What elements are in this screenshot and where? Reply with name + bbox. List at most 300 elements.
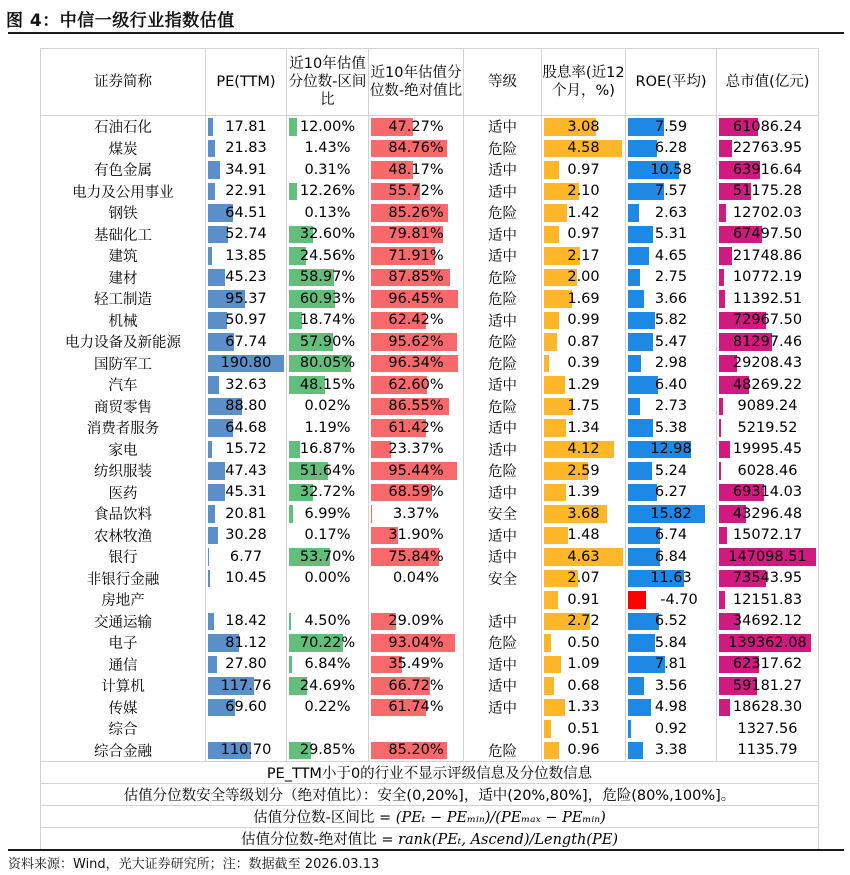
market-cap-cell-text: 15072.17 <box>732 527 803 544</box>
pe-cell <box>206 245 287 267</box>
roe-cell-text: 6.28 <box>654 140 688 157</box>
abs-percentile-cell-text: 47.27% <box>388 118 444 135</box>
market-cap-cell <box>717 589 819 611</box>
header-pe: PE(TTM) <box>206 49 287 116</box>
market-cap-cell <box>717 697 819 719</box>
abs-percentile-cell-text: 68.59% <box>388 484 444 501</box>
grade-cell-text: 适中 <box>488 550 517 567</box>
grade-cell-text: 危险 <box>488 636 517 653</box>
market-cap-cell <box>717 546 819 568</box>
range-percentile-cell-text: 12.00% <box>299 118 356 135</box>
market-cap-cell <box>717 353 819 375</box>
grade-cell <box>464 697 542 719</box>
abs-percentile-cell <box>369 546 464 568</box>
pe-cell-text: 10.45 <box>225 570 267 587</box>
market-cap-cell-text: 12702.03 <box>732 204 803 221</box>
data-bar <box>544 591 558 609</box>
pe-cell <box>206 202 287 224</box>
grade-cell-text: 危险 <box>488 399 517 416</box>
industry-name-text: 电子 <box>108 636 138 653</box>
dividend-cell <box>542 417 626 439</box>
roe-cell <box>626 568 717 590</box>
data-bar <box>544 699 565 717</box>
market-cap-cell-text: 48269.22 <box>732 376 803 393</box>
range-percentile-cell-text: 0.13% <box>304 204 351 221</box>
data-bar <box>208 484 225 502</box>
pe-cell-text: 50.97 <box>225 312 267 329</box>
market-cap-cell <box>717 181 819 203</box>
pe-cell <box>206 374 287 396</box>
header-abs-percentile: 近10年估值分位数-绝对值比 <box>369 49 464 116</box>
top-rule <box>8 32 844 34</box>
pe-cell-text: 13.85 <box>225 247 267 264</box>
range-percentile-cell-text: 80.05% <box>299 355 356 372</box>
range-percentile-cell <box>287 525 369 547</box>
market-cap-cell-text: 5219.52 <box>737 419 798 436</box>
abs-percentile-cell-text: 23.37% <box>388 441 444 458</box>
grade-cell <box>464 181 542 203</box>
dividend-cell <box>542 740 626 762</box>
roe-cell <box>626 245 717 267</box>
pe-cell <box>206 353 287 375</box>
abs-percentile-cell <box>369 353 464 375</box>
abs-percentile-cell <box>369 245 464 267</box>
note-range-formula <box>41 806 819 828</box>
roe-cell-text: 2.63 <box>654 204 688 221</box>
table-row <box>41 116 819 138</box>
grade-cell <box>464 611 542 633</box>
range-percentile-cell-text: 12.26% <box>299 183 356 200</box>
header-grade: 等级 <box>464 49 542 116</box>
dividend-cell-text: 3.08 <box>567 118 600 135</box>
pe-cell-text: 52.74 <box>225 226 267 243</box>
dividend-cell-text: 1.34 <box>567 419 600 436</box>
data-bar <box>628 355 641 373</box>
table-row <box>41 267 819 289</box>
pe-cell-text: 110.70 <box>220 742 272 759</box>
pe-cell-text: 117.76 <box>220 677 272 694</box>
range-percentile-cell <box>287 310 369 332</box>
dividend-cell-text: 1.29 <box>567 376 600 393</box>
table-row <box>41 396 819 418</box>
pe-cell <box>206 718 287 740</box>
roe-cell-text: 11.63 <box>650 570 692 587</box>
pe-cell-text: 88.80 <box>225 398 267 415</box>
industry-name-text: 农林牧渔 <box>94 528 152 545</box>
data-bar <box>208 161 220 179</box>
abs-percentile-cell-text: 79.81% <box>388 226 444 243</box>
industry-name-text: 建材 <box>108 270 138 287</box>
pe-cell <box>206 331 287 353</box>
dividend-cell <box>542 482 626 504</box>
pe-cell-text: 17.81 <box>225 118 267 135</box>
pe-cell <box>206 439 287 461</box>
figure-title: 图 4：中信一级行业指数估值 <box>6 11 235 31</box>
data-bar <box>719 527 727 545</box>
range-percentile-cell <box>287 589 369 611</box>
roe-cell-text: 0.92 <box>654 720 688 737</box>
abs-percentile-cell <box>369 396 464 418</box>
roe-cell-text: 10.58 <box>650 161 692 178</box>
grade-cell <box>464 353 542 375</box>
data-bar <box>371 505 372 523</box>
range-percentile-cell <box>287 245 369 267</box>
grade-cell <box>464 503 542 525</box>
roe-cell <box>626 718 717 740</box>
abs-percentile-cell <box>369 417 464 439</box>
data-bar <box>208 613 214 631</box>
roe-cell-text: 5.31 <box>654 226 688 243</box>
market-cap-cell <box>717 138 819 160</box>
roe-cell-text: 12.98 <box>650 441 692 458</box>
roe-cell-text: 6.84 <box>654 548 688 565</box>
data-bar <box>208 505 215 523</box>
pe-cell-text: 190.80 <box>220 355 272 372</box>
industry-name-text: 食品饮料 <box>94 507 152 524</box>
market-cap-cell <box>717 396 819 418</box>
industry-name <box>41 546 206 568</box>
grade-cell <box>464 460 542 482</box>
roe-cell-text: 3.38 <box>654 742 688 759</box>
pe-cell-text: 64.51 <box>225 204 267 221</box>
industry-name-text: 家电 <box>108 442 138 459</box>
pe-cell <box>206 525 287 547</box>
market-cap-cell-text: 21748.86 <box>732 247 803 264</box>
range-percentile-cell-text: 0.31% <box>304 161 351 178</box>
grade-cell <box>464 740 542 762</box>
range-percentile-cell-text: 6.99% <box>304 505 351 522</box>
abs-percentile-cell <box>369 439 464 461</box>
dividend-cell <box>542 116 626 138</box>
range-percentile-cell-text: 51.64% <box>299 462 356 479</box>
abs-percentile-cell-text: 66.72% <box>388 677 444 694</box>
dividend-cell-text: 3.68 <box>567 505 600 522</box>
range-percentile-cell <box>287 224 369 246</box>
header-range-percentile: 近10年估值分位数-区间比 <box>287 49 369 116</box>
data-bar <box>544 634 551 652</box>
roe-cell-text: 6.27 <box>654 484 688 501</box>
dividend-cell <box>542 675 626 697</box>
industry-name <box>41 525 206 547</box>
roe-cell <box>626 267 717 289</box>
range-percentile-cell-text: 0.17% <box>304 527 351 544</box>
table-row <box>41 654 819 676</box>
industry-name-text: 钢铁 <box>108 206 138 223</box>
industry-name <box>41 718 206 740</box>
dividend-cell-text: 1.69 <box>567 290 600 307</box>
market-cap-cell <box>717 718 819 740</box>
abs-percentile-cell <box>369 632 464 654</box>
roe-cell <box>626 525 717 547</box>
grade-cell <box>464 396 542 418</box>
data-bar <box>289 118 297 136</box>
pe-cell-text: 30.28 <box>225 527 267 544</box>
market-cap-cell-text: 1135.79 <box>737 742 798 759</box>
roe-cell <box>626 439 717 461</box>
dividend-cell <box>542 460 626 482</box>
data-bar <box>208 656 217 674</box>
range-percentile-cell-text: 0.00% <box>304 570 351 587</box>
abs-percentile-cell <box>369 740 464 762</box>
dividend-cell <box>542 310 626 332</box>
market-cap-cell <box>717 116 819 138</box>
industry-name <box>41 675 206 697</box>
data-bar <box>544 419 566 437</box>
roe-cell-text: 6.74 <box>654 527 688 544</box>
abs-percentile-cell-text: 84.76% <box>388 140 444 157</box>
market-cap-cell <box>717 740 819 762</box>
range-percentile-cell <box>287 460 369 482</box>
roe-cell <box>626 159 717 181</box>
market-cap-cell-text: 62317.62 <box>732 656 803 673</box>
industry-name <box>41 417 206 439</box>
market-cap-cell-text: 147098.51 <box>728 548 807 565</box>
pe-cell-text: 47.43 <box>225 462 267 479</box>
range-percentile-cell <box>287 116 369 138</box>
grade-cell-text: 适中 <box>488 120 517 137</box>
industry-name-text: 通信 <box>108 657 138 674</box>
industry-name <box>41 202 206 224</box>
range-percentile-cell <box>287 138 369 160</box>
header-dividend: 股息率(近12个月，%) <box>542 49 626 116</box>
grade-cell <box>464 310 542 332</box>
pe-cell-text: 81.12 <box>225 634 267 651</box>
dividend-cell <box>542 546 626 568</box>
market-cap-cell-text: 73543.95 <box>732 570 803 587</box>
grade-cell-text: 适中 <box>488 227 517 244</box>
abs-percentile-cell <box>369 525 464 547</box>
table-row <box>41 310 819 332</box>
dividend-cell-text: 1.09 <box>567 656 600 673</box>
table-row <box>41 159 819 181</box>
data-bar <box>628 312 655 330</box>
grade-cell-text: 安全 <box>488 571 517 588</box>
roe-cell <box>626 697 717 719</box>
range-percentile-cell <box>287 482 369 504</box>
industry-name-text: 房地产 <box>101 593 145 610</box>
header-row <box>41 49 819 116</box>
range-percentile-cell-text: 18.74% <box>299 312 356 329</box>
table-row <box>41 568 819 590</box>
industry-name <box>41 116 206 138</box>
table-row <box>41 138 819 160</box>
abs-percentile-cell-text: 86.55% <box>388 398 444 415</box>
grade-cell-text: 适中 <box>488 313 517 330</box>
data-bar <box>628 591 646 609</box>
data-bar <box>208 376 219 394</box>
dividend-cell <box>542 202 626 224</box>
data-bar <box>628 484 657 502</box>
abs-percentile-cell-text: 62.42% <box>388 312 444 329</box>
market-cap-cell <box>717 525 819 547</box>
data-bar <box>719 441 730 459</box>
data-bar <box>719 204 726 222</box>
abs-percentile-cell <box>369 675 464 697</box>
dividend-cell-text: 0.39 <box>567 355 600 372</box>
range-percentile-cell-text: 0.22% <box>304 699 351 716</box>
range-percentile-cell <box>287 331 369 353</box>
abs-percentile-cell <box>369 503 464 525</box>
market-cap-cell <box>717 632 819 654</box>
industry-name <box>41 331 206 353</box>
grade-cell-text: 适中 <box>488 485 517 502</box>
roe-cell-text: 5.24 <box>654 462 688 479</box>
dividend-cell-text: 0.50 <box>567 634 600 651</box>
roe-cell <box>626 116 717 138</box>
abs-percentile-cell <box>369 224 464 246</box>
grade-cell-text: 危险 <box>488 292 517 309</box>
data-bar <box>544 742 559 760</box>
note-range-expression: (PEₜ − PEₘᵢₙ)/(PEₘₐₓ − PEₘᵢₙ) <box>395 810 606 826</box>
industry-name <box>41 568 206 590</box>
market-cap-cell-text: 12151.83 <box>732 591 803 608</box>
source-note: 资料来源：Wind，光大证券研究所；注：数据截至 2026.03.13 <box>8 857 380 872</box>
industry-name <box>41 503 206 525</box>
abs-percentile-cell-text: 29.09% <box>388 613 444 630</box>
roe-cell-text: 4.98 <box>654 699 688 716</box>
roe-cell-text: 3.56 <box>654 677 688 694</box>
grade-cell-text: 适中 <box>488 184 517 201</box>
range-percentile-cell-text: 53.70% <box>299 548 356 565</box>
industry-name-text: 机械 <box>108 313 138 330</box>
roe-cell-text: 6.40 <box>654 376 688 393</box>
pe-cell <box>206 396 287 418</box>
dividend-cell <box>542 331 626 353</box>
pe-cell-text: 27.80 <box>225 656 267 673</box>
table-row <box>41 675 819 697</box>
dividend-cell-text: 1.48 <box>567 527 600 544</box>
industry-name <box>41 374 206 396</box>
dividend-cell-text: 1.33 <box>567 699 600 716</box>
grade-cell-text: 危险 <box>488 743 517 760</box>
bottom-rule <box>8 849 844 851</box>
industry-name-text: 综合金融 <box>94 743 152 760</box>
market-cap-cell <box>717 654 819 676</box>
pe-cell <box>206 138 287 160</box>
roe-cell <box>626 138 717 160</box>
data-bar <box>719 398 723 416</box>
grade-cell-text: 适中 <box>488 700 517 717</box>
range-percentile-cell-text: 24.69% <box>299 677 356 694</box>
data-bar <box>719 247 732 265</box>
data-bar <box>544 527 568 545</box>
data-bar <box>544 484 566 502</box>
pe-cell <box>206 159 287 181</box>
grade-cell-text: 适中 <box>488 249 517 266</box>
range-percentile-cell <box>287 632 369 654</box>
abs-percentile-cell-text: 0.04% <box>392 570 440 587</box>
abs-percentile-cell <box>369 460 464 482</box>
range-percentile-cell <box>287 546 369 568</box>
range-percentile-cell-text: 1.19% <box>304 419 351 436</box>
header-market-cap: 总市值(亿元) <box>717 49 819 116</box>
dividend-cell-text: 4.58 <box>567 140 600 157</box>
market-cap-cell-text: 34692.12 <box>732 613 803 630</box>
industry-name <box>41 181 206 203</box>
data-bar <box>628 140 657 158</box>
market-cap-cell-text: 22763.95 <box>732 140 803 157</box>
market-cap-cell <box>717 374 819 396</box>
abs-percentile-cell-text: 55.72% <box>388 183 444 200</box>
market-cap-cell <box>717 245 819 267</box>
dividend-cell-text: 1.42 <box>567 204 600 221</box>
range-percentile-cell <box>287 374 369 396</box>
roe-cell <box>626 224 717 246</box>
data-bar <box>544 312 559 330</box>
grade-cell <box>464 632 542 654</box>
dividend-cell <box>542 396 626 418</box>
data-bar <box>628 226 653 244</box>
abs-percentile-cell <box>369 267 464 289</box>
grade-cell-text: 适中 <box>488 378 517 395</box>
data-bar <box>544 376 565 394</box>
market-cap-cell <box>717 267 819 289</box>
pe-cell-text: 15.72 <box>225 441 267 458</box>
data-bar <box>544 355 549 373</box>
range-percentile-cell <box>287 439 369 461</box>
pe-cell <box>206 116 287 138</box>
data-bar <box>544 677 554 695</box>
industry-name-text: 传媒 <box>108 700 138 717</box>
data-bar <box>289 505 293 523</box>
table-row <box>41 632 819 654</box>
pe-cell <box>206 482 287 504</box>
grade-cell-text: 危险 <box>488 356 517 373</box>
abs-percentile-cell-text: 62.60% <box>388 376 444 393</box>
dividend-cell-text: 0.91 <box>567 591 600 608</box>
data-bar <box>208 462 225 480</box>
range-percentile-cell-text: 4.50% <box>304 613 351 630</box>
dividend-cell <box>542 611 626 633</box>
range-percentile-cell-text: 70.22% <box>299 634 356 651</box>
abs-percentile-cell <box>369 310 464 332</box>
roe-cell <box>626 632 717 654</box>
grade-cell <box>464 288 542 310</box>
grade-cell <box>464 482 542 504</box>
dividend-cell-text: 0.97 <box>567 226 600 243</box>
range-percentile-cell-text: 32.72% <box>299 484 356 501</box>
valuation-table <box>40 48 819 850</box>
pe-cell-text: 95.37 <box>225 290 267 307</box>
grade-cell <box>464 654 542 676</box>
industry-name-text: 银行 <box>108 550 138 567</box>
table-row <box>41 718 819 740</box>
grade-cell-text: 适中 <box>488 442 517 459</box>
range-percentile-cell <box>287 417 369 439</box>
abs-percentile-cell-text: 71.91% <box>388 247 444 264</box>
dividend-cell <box>542 374 626 396</box>
range-percentile-cell <box>287 202 369 224</box>
pe-cell <box>206 740 287 762</box>
pe-cell <box>206 568 287 590</box>
table-row <box>41 288 819 310</box>
roe-cell-text: 7.59 <box>654 118 688 135</box>
dividend-cell <box>542 568 626 590</box>
pe-cell <box>206 654 287 676</box>
roe-cell <box>626 396 717 418</box>
dividend-cell-text: 0.99 <box>567 312 600 329</box>
market-cap-cell <box>717 288 819 310</box>
market-cap-cell <box>717 460 819 482</box>
industry-name <box>41 288 206 310</box>
market-cap-cell-text: 10772.19 <box>732 269 803 286</box>
market-cap-cell-text: 69314.03 <box>732 484 803 501</box>
range-percentile-cell-text: 48.15% <box>299 376 356 393</box>
abs-percentile-cell-text: 61.42% <box>388 419 444 436</box>
pe-cell-text: 67.74 <box>225 333 267 350</box>
data-bar <box>628 290 644 308</box>
table-row <box>41 611 819 633</box>
